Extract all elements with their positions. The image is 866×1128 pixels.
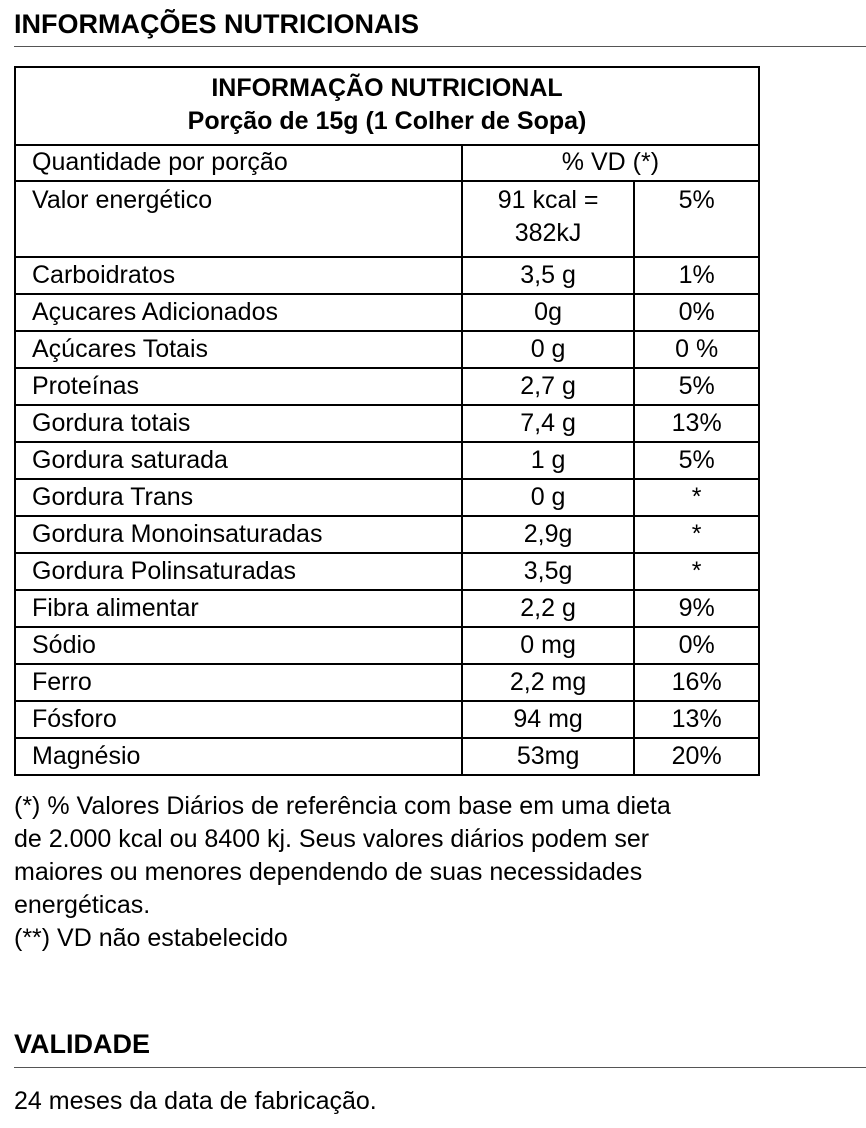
table-row (15, 294, 759, 331)
validity-text: 24 meses da data de fabricação. (14, 1087, 377, 1115)
table-header (15, 67, 759, 145)
nutrient-name: Carboidratos (15, 257, 462, 294)
nutrient-amount (462, 181, 634, 257)
footnotes (14, 790, 859, 955)
table-row (15, 479, 759, 516)
nutrient-name: Açúcares Totais (15, 331, 462, 368)
column-header-quantity: Quantidade por porção (15, 145, 462, 181)
nutrient-vd: 13% (634, 701, 759, 738)
table-row (15, 664, 759, 701)
column-header-row (15, 145, 759, 181)
table-row (15, 553, 759, 590)
energy-kcal: 91 kcal = (497, 186, 599, 214)
footnote-line: energéticas. (14, 891, 151, 919)
table-title: INFORMAÇÃO NUTRICIONAL (211, 74, 563, 102)
nutrient-name: Gordura Monoinsaturadas (15, 516, 462, 553)
nutrient-vd: 5% (634, 442, 759, 479)
footnote-line: maiores ou menores dependendo de suas necessidades (14, 858, 643, 886)
nutrient-amount: 3,5 g (462, 257, 634, 294)
nutrient-vd: 5% (634, 181, 759, 257)
nutrition-facts-table (14, 66, 760, 776)
nutrient-amount: 0 g (462, 479, 634, 516)
table-row (15, 516, 759, 553)
nutrient-vd: 20% (634, 738, 759, 775)
nutrient-name: Gordura Trans (15, 479, 462, 516)
nutrient-vd: 16% (634, 664, 759, 701)
nutrient-name: Gordura totais (15, 405, 462, 442)
nutrient-name: Proteínas (15, 368, 462, 405)
nutrient-vd: 0% (634, 294, 759, 331)
nutrient-amount: 0 g (462, 331, 634, 368)
nutrient-amount: 94 mg (462, 701, 634, 738)
nutrient-amount: 2,9g (462, 516, 634, 553)
nutrient-amount: 3,5g (462, 553, 634, 590)
table-row (15, 331, 759, 368)
table-row (15, 442, 759, 479)
table-row-energy (15, 181, 759, 257)
nutrient-vd: * (634, 516, 759, 553)
table-row (15, 405, 759, 442)
nutrient-name: Ferro (15, 664, 462, 701)
nutrient-name: Gordura Polinsaturadas (15, 553, 462, 590)
table-row (15, 368, 759, 405)
nutrient-amount: 2,7 g (462, 368, 634, 405)
nutrient-amount: 53mg (462, 738, 634, 775)
nutrient-name: Gordura saturada (15, 442, 462, 479)
table-row (15, 590, 759, 627)
energy-kj: 382kJ (514, 219, 582, 247)
footnote-line: de 2.000 kcal ou 8400 kj. Seus valores diários podem ser (14, 825, 650, 853)
nutrient-amount: 2,2 mg (462, 664, 634, 701)
nutrient-vd: 9% (634, 590, 759, 627)
nutrient-vd: 13% (634, 405, 759, 442)
nutrient-name: Fibra alimentar (15, 590, 462, 627)
nutrient-name: Fósforo (15, 701, 462, 738)
nutrient-amount: 7,4 g (462, 405, 634, 442)
validity-section-title: VALIDADE (14, 1029, 151, 1059)
nutrient-name: Magnésio (15, 738, 462, 775)
nutrient-vd: 0% (634, 627, 759, 664)
nutrient-amount: 2,2 g (462, 590, 634, 627)
portion-size: Porção de 15g (1 Colher de Sopa) (187, 107, 587, 135)
table-row (15, 257, 759, 294)
section-divider (14, 46, 866, 47)
nutrient-vd: 1% (634, 257, 759, 294)
column-header-vd: % VD (*) (462, 145, 759, 181)
table-row (15, 738, 759, 775)
nutrient-name: Sódio (15, 627, 462, 664)
nutrient-name: Açucares Adicionados (15, 294, 462, 331)
nutrient-amount: 1 g (462, 442, 634, 479)
nutrient-amount: 0g (462, 294, 634, 331)
nutrient-amount: 0 mg (462, 627, 634, 664)
footnote-line: (*) % Valores Diários de referência com base em uma dieta (14, 792, 671, 820)
table-row (15, 701, 759, 738)
section-divider (14, 1067, 866, 1068)
table-row (15, 627, 759, 664)
nutrient-name: Valor energético (15, 181, 462, 257)
nutrient-vd: * (634, 479, 759, 516)
nutrition-section-title: INFORMAÇÕES NUTRICIONAIS (14, 9, 419, 39)
nutrient-vd: * (634, 553, 759, 590)
nutrient-vd: 5% (634, 368, 759, 405)
nutrient-vd: 0 % (634, 331, 759, 368)
footnote-line: (**) VD não estabelecido (14, 924, 288, 952)
